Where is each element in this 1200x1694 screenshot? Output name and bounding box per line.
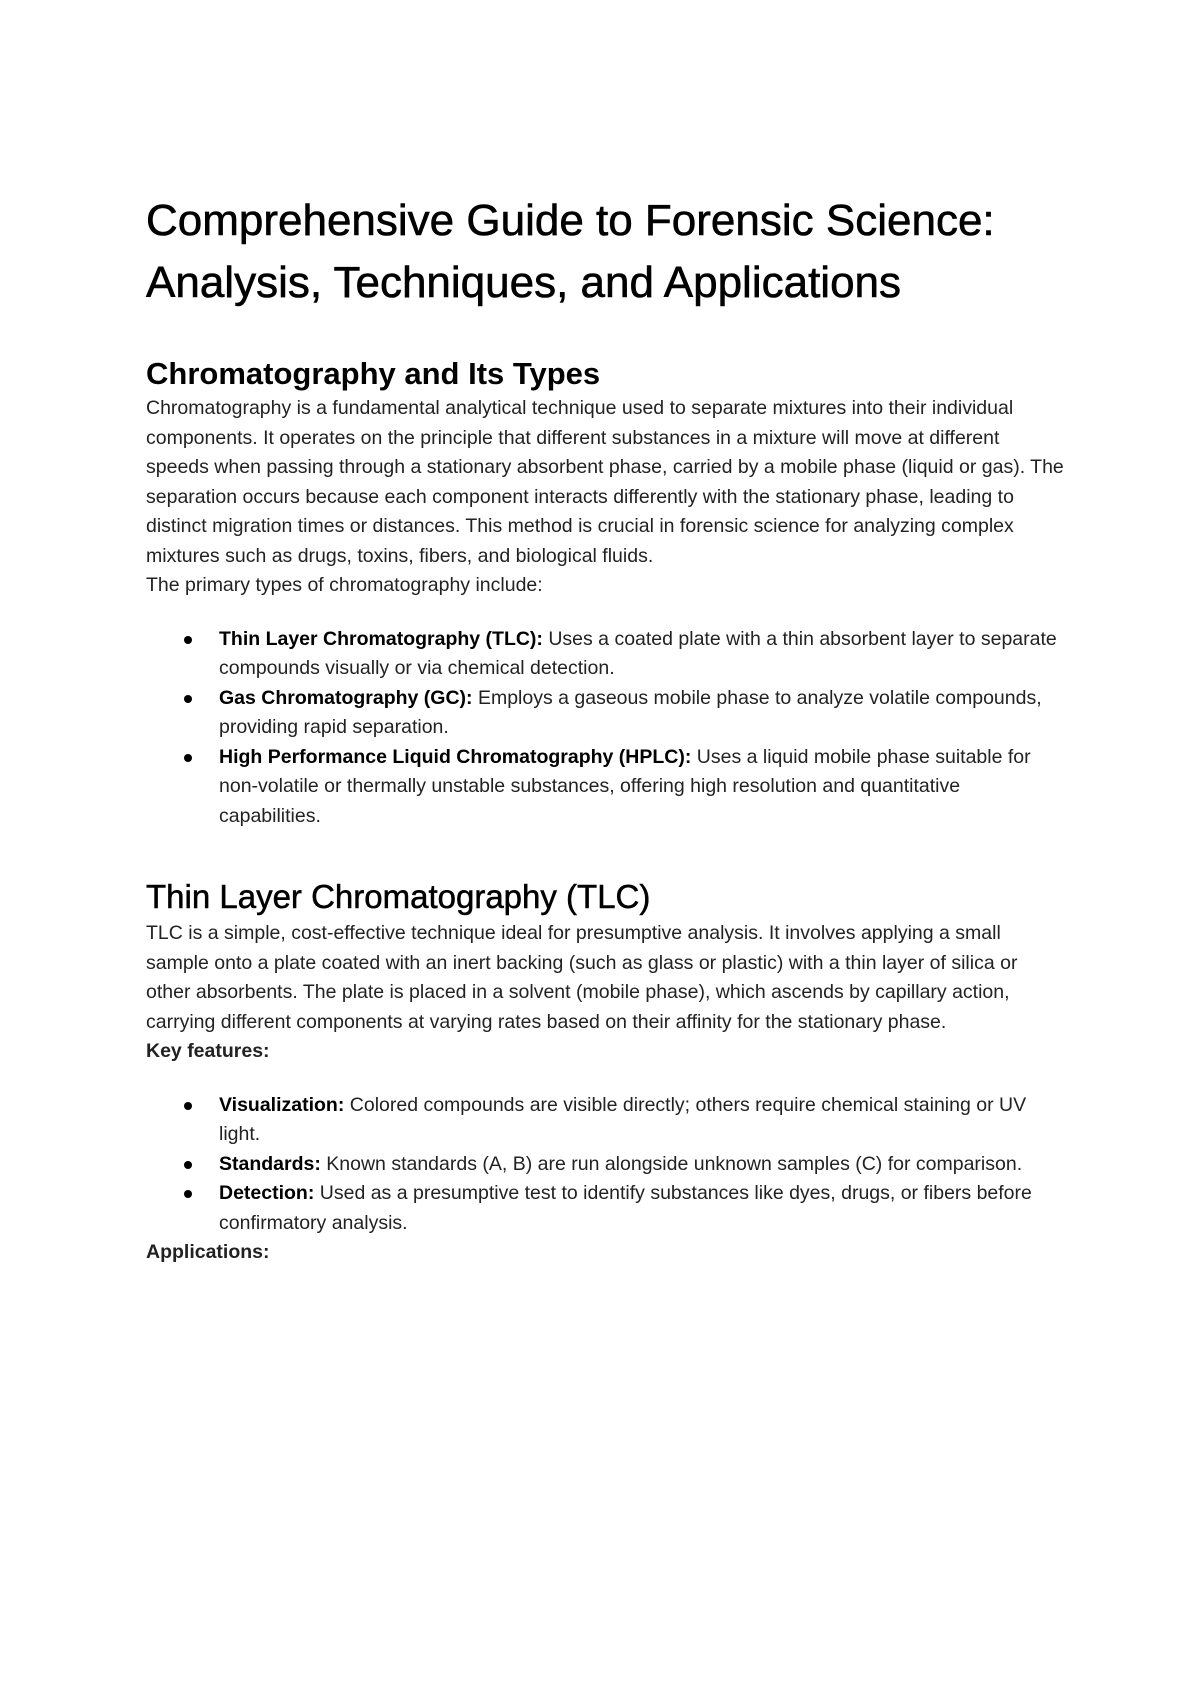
tlc-paragraph: TLC is a simple, cost-effective technique ideal for presumptive analysis. It involves applying a small sample onto a plate coated with an inert backing (such as glass or plastic) with a thin layer of silica or other absorbents. The plate is placed in a solvent (mobile phase), which ascends by capillary action, carrying different components at varying rates based on their affinity for the stationary phase. xyxy=(146,922,1018,1033)
list-item-term: Thin Layer Chromatography (TLC): xyxy=(219,627,543,650)
key-features-list xyxy=(146,1091,1066,1239)
list-item xyxy=(146,625,1066,684)
document-title: Comprehensive Guide to Forensic Science: Analysis, Techniques, and Applications xyxy=(146,196,995,307)
list-item xyxy=(146,684,1066,743)
document-content xyxy=(146,190,1066,1268)
list-item-description: Used as a presumptive test to identify substances like dyes, drugs, or fibers before confirmatory analysis. xyxy=(219,1182,1032,1234)
list-item-term: Visualization: xyxy=(219,1093,345,1116)
list-item-term: Standards: xyxy=(219,1152,321,1175)
applications-label: Applications: xyxy=(146,1241,270,1263)
chromatography-types-list xyxy=(146,625,1066,832)
list-item-description: Uses a coated plate with a thin absorbent layer to separate compounds visually or via chemical detection. xyxy=(219,627,1057,679)
list-item-term: High Performance Liquid Chromatography (HPLC): xyxy=(219,745,692,768)
list-item-term: Gas Chromatography (GC): xyxy=(219,686,473,709)
list-item xyxy=(146,1179,1066,1238)
list-item-description: Uses a liquid mobile phase suitable for non-volatile or thermally unstable substances, offering high resolution and quantitative capabilities. xyxy=(219,745,1031,827)
list-item-description: Known standards (A, B) are run alongside unknown samples (C) for comparison. xyxy=(320,1152,1023,1175)
chromatography-paragraph: Chromatography is a fundamental analytical technique used to separate mixtures into their individual components. It operates on the principle that different substances in a mixture will move at different speeds when passing through a stationary absorbent phase, carried by a mobile phase (liquid or gas). The separation occurs because each component interacts differently with the stationary phase, leading to distinct migration times or distances. This method is crucial in forensic science for analyzing complex mixtures such as drugs, toxins, fibers, and biological fluids. xyxy=(146,397,1064,567)
bullet-icon xyxy=(184,754,192,762)
bullet-icon xyxy=(184,695,192,703)
list-item xyxy=(146,1091,1066,1150)
key-features-label: Key features: xyxy=(146,1040,270,1062)
chromatography-heading: Chromatography and Its Types xyxy=(146,356,601,391)
list-item xyxy=(146,1150,1066,1180)
list-item-description: Employs a gaseous mobile phase to analyze volatile compounds, providing rapid separation. xyxy=(219,686,1042,738)
bullet-icon xyxy=(184,1190,192,1198)
bullet-icon xyxy=(184,636,192,644)
list-item-description: Colored compounds are visible directly; others require chemical staining or UV light. xyxy=(219,1093,1027,1145)
bullet-icon xyxy=(184,1102,192,1110)
types-intro: The primary types of chromatography include: xyxy=(146,574,543,596)
list-item xyxy=(146,743,1066,832)
tlc-heading: Thin Layer Chromatography (TLC) xyxy=(146,878,651,915)
bullet-icon xyxy=(184,1161,192,1169)
list-item-term: Detection: xyxy=(219,1182,315,1204)
